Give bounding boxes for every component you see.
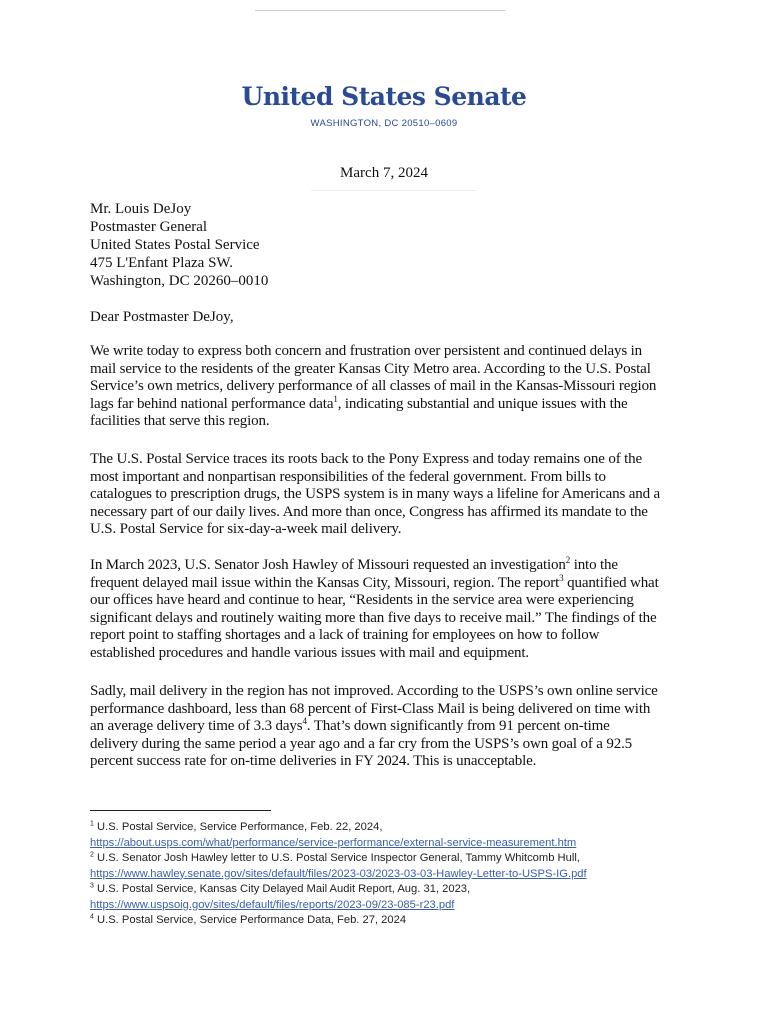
text-run: into the xyxy=(570,557,618,573)
footnote-ref-2: 2 xyxy=(565,555,571,565)
recipient-organization: United States Postal Service xyxy=(90,237,260,253)
footnote-2-link[interactable]: https://www.hawley.senate.gov/sites/default/files/2023-03/2023-03-03-Hawley-Letter-to-USPS-IG.pdf xyxy=(90,867,587,880)
footnote-ref-4: 4 xyxy=(302,716,307,727)
paragraph-line: percent success rate for on-time deliveries in FY 2024. This is unacceptable. xyxy=(90,753,537,770)
paragraph-4 xyxy=(90,683,690,771)
footnote-number: 4 xyxy=(90,913,94,921)
paragraph-2 xyxy=(90,451,690,539)
paragraph-line: most important and nonpartisan responsibilities of the federal government. From bills to xyxy=(90,468,606,485)
paragraph-line: our offices have heard and continue to hear, “Residents in the service area were experiencing xyxy=(90,592,634,609)
footnote-text: U.S. Senator Josh Hawley letter to U.S. Postal Service Inspector General, Tammy Whitcomb Hull, xyxy=(93,852,580,864)
paragraph-line: delivery during the same period a year ago and a far cry from the USPS’s own goal of a 92.5 xyxy=(90,735,633,752)
footnote-text: U.S. Postal Service, Service Performance Data, Feb. 27, 2024 xyxy=(93,914,407,926)
letter-date: March 7, 2024 xyxy=(340,165,428,181)
footnote-text: U.S. Postal Service, Service Performance, Feb. 22, 2024, xyxy=(93,821,383,833)
recipient-city: Washington, DC 20260–0010 xyxy=(90,273,269,289)
footnote-1-link[interactable]: https://about.usps.com/what/performance/service-performance/external-service-measurement.htm xyxy=(90,836,577,849)
paragraph-line: report point to staffing shortages and a lack of training for employees on how to follow xyxy=(90,627,600,644)
salutation: Dear Postmaster DeJoy, xyxy=(90,309,234,325)
text-run: an average delivery time of 3.3 days xyxy=(90,718,303,735)
footnote-3 xyxy=(90,882,587,898)
paragraph-line: mail service to the residents of the greater Kansas City Metro area. According to the U.S. Postal xyxy=(90,360,651,377)
text-run: quantified what xyxy=(563,574,659,591)
paragraph-line: performance dashboard, less than 68 percent of First-Class Mail is being delivered on time with xyxy=(90,700,651,717)
paragraph-line: necessary part of our daily lives. And more than once, Congress has affirmed its mandate to the xyxy=(90,503,648,520)
paragraph-line: We write today to express both concern and frustration over persistent and continued delays in xyxy=(90,343,643,359)
paragraph-3 xyxy=(90,557,690,663)
paragraph-line: U.S. Postal Service for six-day-a-week mail delivery. xyxy=(90,521,402,538)
footnote-2-link-line xyxy=(90,867,587,883)
recipient-title: Postmaster General xyxy=(90,219,208,235)
recipient-street: 475 L'Enfant Plaza SW. xyxy=(90,255,233,271)
footnote-number: 1 xyxy=(90,820,94,828)
text-run: frequent delayed mail issue within the Kansas City, Missouri, region. The report xyxy=(90,574,560,591)
paragraph-line: catalogues to prescription drugs, the USPS system is in many ways a lifeline for Americans and a xyxy=(90,486,661,503)
footnote-divider xyxy=(90,810,271,811)
footnote-ref-1: 1 xyxy=(333,393,338,404)
paragraph-line: established procedures and handle various issues with mail and equipment. xyxy=(90,644,529,661)
paragraph-line xyxy=(90,393,690,414)
letterhead-title: United States Senate xyxy=(241,82,527,111)
footnote-2 xyxy=(90,851,587,867)
text-run: In March 2023, U.S. Senator Josh Hawley of Missouri requested an investigation xyxy=(90,557,566,573)
paragraph-line: Service’s own metrics, delivery performance of all classes of mail in the Kansas-Missouri region xyxy=(90,378,657,395)
footnote-number: 2 xyxy=(90,851,94,859)
top-divider xyxy=(255,10,506,11)
footnote-4 xyxy=(90,913,587,929)
paragraph-line xyxy=(90,572,690,593)
footnote-text: U.S. Postal Service, Kansas City Delayed Mail Audit Report, Aug. 31, 2023, xyxy=(93,883,471,895)
paragraph-line: Sadly, mail delivery in the region has not improved. According to the USPS’s own online service xyxy=(90,683,658,699)
recipient-address-block xyxy=(90,200,268,290)
footnote-1-link-line xyxy=(90,836,587,852)
paragraph-line: The U.S. Postal Service traces its roots back to the Pony Express and today remains one of the xyxy=(90,451,643,467)
paragraph-line xyxy=(90,718,690,736)
letterhead-address: WASHINGTON, DC 20510–0609 xyxy=(310,118,458,129)
footnote-number: 3 xyxy=(90,882,94,890)
paragraph-line xyxy=(90,557,690,575)
text-run: , indicating substantial and unique issues with the xyxy=(337,395,628,412)
recipient-name: Mr. Louis DeJoy xyxy=(90,201,192,217)
paragraph-line: facilities that serve this region. xyxy=(90,413,270,430)
footnote-1 xyxy=(90,820,587,836)
paragraph-line: significant delays and routinely waiting more than five days to receive mail.” The findings of the xyxy=(90,609,657,626)
text-run: lags far behind national performance data xyxy=(90,395,334,412)
text-run: . That’s down significantly from 91 percent on-time xyxy=(306,718,610,735)
footnote-3-link[interactable]: https://www.uspsoig.gov/sites/default/files/reports/2023-09/23-085-r23.pdf xyxy=(90,898,455,911)
date-divider xyxy=(311,190,476,191)
footnotes xyxy=(90,820,587,929)
footnote-ref-3: 3 xyxy=(559,572,564,583)
footnote-3-link-line xyxy=(90,898,587,914)
paragraph-1 xyxy=(90,343,690,431)
